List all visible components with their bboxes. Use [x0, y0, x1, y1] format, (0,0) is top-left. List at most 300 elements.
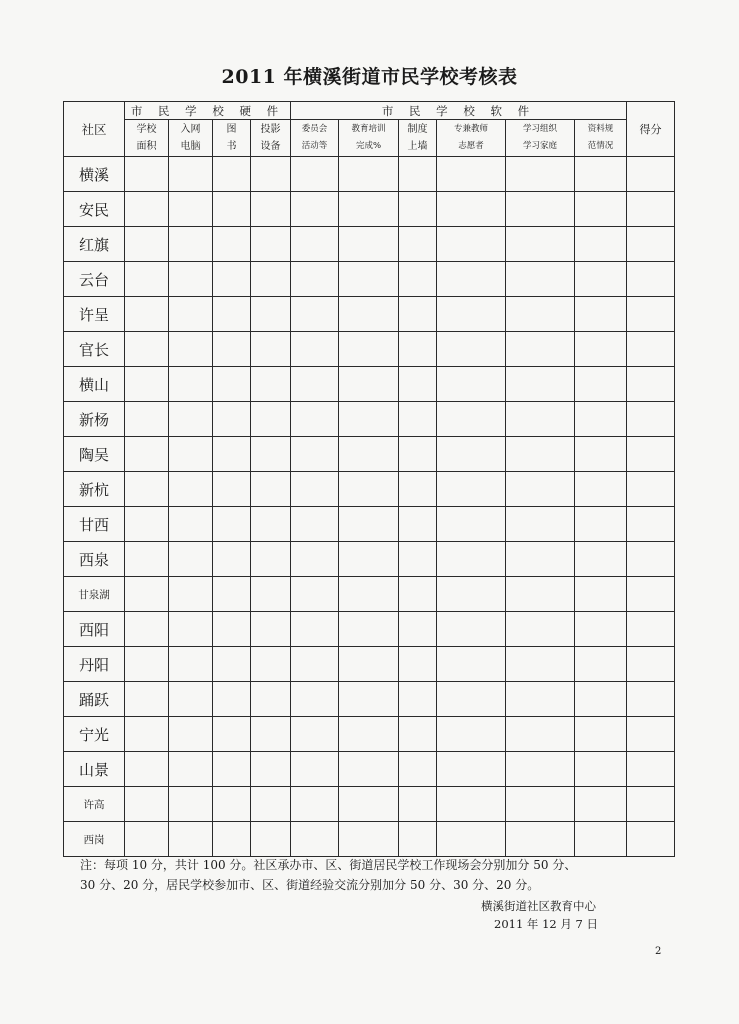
table-cell: [251, 787, 291, 822]
table-cell: [251, 332, 291, 367]
table-cell: [291, 577, 339, 612]
column-header-line: 制度: [407, 124, 428, 135]
table-cell: [399, 402, 437, 437]
table-cell: [125, 752, 169, 787]
column-header-line: 完成%: [355, 141, 382, 151]
table-cell: [506, 612, 575, 647]
community-name: 西岗: [64, 822, 125, 857]
column-header-line: 教育培训: [351, 124, 386, 134]
table-cell: [339, 647, 399, 682]
column-header: [399, 120, 437, 157]
table-row: [64, 332, 675, 367]
table-cell: [627, 822, 675, 857]
table-cell: [339, 787, 399, 822]
table-cell: [627, 227, 675, 262]
column-header-line: 设备: [260, 141, 281, 152]
table-cell: [506, 787, 575, 822]
table-cell: [627, 787, 675, 822]
table-cell: [399, 157, 437, 192]
table-row: [64, 437, 675, 472]
table-cell: [627, 507, 675, 542]
table-cell: [339, 507, 399, 542]
table-cell: [575, 717, 627, 752]
table-cell: [291, 367, 339, 402]
table-cell: [506, 472, 575, 507]
table-cell: [291, 507, 339, 542]
column-header-line: 活动等: [301, 141, 328, 151]
table-cell: [575, 437, 627, 472]
table-cell: [627, 752, 675, 787]
table-cell: [575, 227, 627, 262]
table-cell: [213, 787, 251, 822]
table-cell: [399, 752, 437, 787]
table-cell: [575, 507, 627, 542]
table-cell: [575, 367, 627, 402]
table-cell: [169, 647, 213, 682]
column-header: [339, 120, 399, 157]
column-header-line: 上墙: [407, 141, 428, 152]
table-cell: [627, 612, 675, 647]
table-cell: [169, 612, 213, 647]
table-cell: [251, 682, 291, 717]
table-cell: [399, 192, 437, 227]
table-cell: [339, 192, 399, 227]
table-cell: [213, 367, 251, 402]
table-cell: [213, 332, 251, 367]
table-cell: [506, 647, 575, 682]
table-cell: [125, 192, 169, 227]
table-cell: [575, 577, 627, 612]
table-row: [64, 472, 675, 507]
table-cell: [339, 752, 399, 787]
column-header: [251, 120, 291, 157]
table-cell: [437, 787, 506, 822]
page-title: 2011 年横溪街道市民学校考核表: [221, 66, 518, 88]
table-cell: [339, 472, 399, 507]
table-cell: [125, 472, 169, 507]
header-score: 得分: [627, 102, 675, 157]
table-cell: [213, 157, 251, 192]
table-cell: [627, 297, 675, 332]
table-cell: [575, 332, 627, 367]
table-cell: [213, 262, 251, 297]
community-name: 红旗: [64, 227, 125, 262]
table-cell: [125, 647, 169, 682]
table-cell: [125, 682, 169, 717]
table-cell: [251, 752, 291, 787]
community-name: 西泉: [64, 542, 125, 577]
table-cell: [437, 262, 506, 297]
table-cell: [399, 437, 437, 472]
table-row: [64, 752, 675, 787]
table-cell: [575, 472, 627, 507]
community-name: 甘泉湖: [64, 577, 125, 612]
table-cell: [627, 437, 675, 472]
table-row: [64, 542, 675, 577]
table-cell: [575, 192, 627, 227]
table-row: [64, 577, 675, 612]
column-header-line: 入网: [180, 124, 201, 135]
table-cell: [125, 577, 169, 612]
community-name: 云台: [64, 262, 125, 297]
table-cell: [125, 227, 169, 262]
table-row: [64, 682, 675, 717]
community-name: 新杭: [64, 472, 125, 507]
table-cell: [125, 332, 169, 367]
table-cell: [251, 297, 291, 332]
table-cell: [437, 717, 506, 752]
column-header-line: 范情况: [587, 141, 614, 151]
community-name: 新杨: [64, 402, 125, 437]
community-name: 安民: [64, 192, 125, 227]
table-cell: [125, 297, 169, 332]
table-cell: [506, 577, 575, 612]
table-cell: [627, 542, 675, 577]
table-cell: [169, 682, 213, 717]
column-header-line: 书: [226, 141, 237, 152]
table-cell: [169, 822, 213, 857]
table-cell: [339, 157, 399, 192]
table-cell: [437, 297, 506, 332]
community-name: 西阳: [64, 612, 125, 647]
table-cell: [399, 297, 437, 332]
page-number: 2: [655, 946, 662, 957]
community-name: 许高: [64, 787, 125, 822]
table-cell: [125, 367, 169, 402]
column-header-line: 委员会: [301, 124, 328, 134]
table-cell: [437, 507, 506, 542]
header-community: 社区: [64, 102, 125, 157]
table-cell: [251, 507, 291, 542]
table-cell: [251, 367, 291, 402]
table-cell: [506, 717, 575, 752]
table-cell: [291, 752, 339, 787]
table-cell: [506, 227, 575, 262]
table-cell: [437, 752, 506, 787]
column-header-line: 志愿者: [458, 141, 484, 151]
table-cell: [506, 752, 575, 787]
table-cell: [213, 437, 251, 472]
table-cell: [213, 822, 251, 857]
table-cell: [627, 577, 675, 612]
table-cell: [575, 647, 627, 682]
table-cell: [291, 227, 339, 262]
table-cell: [437, 437, 506, 472]
column-header: [125, 120, 169, 157]
community-name: 丹阳: [64, 647, 125, 682]
table-row: [64, 647, 675, 682]
table-cell: [627, 402, 675, 437]
table-cell: [251, 157, 291, 192]
table-cell: [506, 297, 575, 332]
table-cell: [399, 787, 437, 822]
table-cell: [291, 297, 339, 332]
table-cell: [213, 507, 251, 542]
column-header-line: 资料规: [587, 124, 614, 134]
table-cell: [251, 437, 291, 472]
table-row: [64, 612, 675, 647]
table-cell: [506, 192, 575, 227]
table-cell: [575, 787, 627, 822]
table-cell: [399, 822, 437, 857]
community-name: 陶吴: [64, 437, 125, 472]
table-cell: [506, 402, 575, 437]
table-cell: [437, 682, 506, 717]
table-cell: [399, 367, 437, 402]
table-cell: [251, 717, 291, 752]
table-cell: [213, 577, 251, 612]
table-cell: [506, 682, 575, 717]
table-cell: [399, 227, 437, 262]
table-row: [64, 227, 675, 262]
table-cell: [506, 822, 575, 857]
table-cell: [575, 612, 627, 647]
table-cell: [575, 822, 627, 857]
column-header: [291, 120, 339, 157]
community-name: 踊跃: [64, 682, 125, 717]
community-name: 甘西: [64, 507, 125, 542]
table-cell: [251, 577, 291, 612]
column-header: [437, 120, 506, 157]
table-cell: [506, 542, 575, 577]
table-cell: [627, 647, 675, 682]
table-row: [64, 192, 675, 227]
table-row: [64, 402, 675, 437]
table-cell: [437, 472, 506, 507]
header-group-hardware: 市 民 学 校 硬 件: [125, 102, 291, 120]
table-cell: [339, 822, 399, 857]
community-name: 山景: [64, 752, 125, 787]
table-row: [64, 507, 675, 542]
table-cell: [125, 717, 169, 752]
column-header-line: 学校: [136, 124, 157, 135]
assessment-table: [63, 101, 675, 857]
table-row: [64, 297, 675, 332]
table-cell: [213, 647, 251, 682]
column-header-line: 面积: [136, 141, 157, 152]
table-cell: [437, 332, 506, 367]
table-cell: [251, 612, 291, 647]
table-cell: [213, 717, 251, 752]
column-header-line: 专兼教师: [453, 124, 488, 134]
column-header-line: 投影: [260, 124, 281, 135]
table-cell: [399, 472, 437, 507]
table-cell: [575, 157, 627, 192]
table-cell: [169, 437, 213, 472]
signature-date: 2011 年 12 月 7 日: [494, 917, 598, 931]
table-cell: [575, 297, 627, 332]
table-cell: [251, 822, 291, 857]
table-cell: [399, 612, 437, 647]
table-cell: [251, 227, 291, 262]
table-cell: [169, 157, 213, 192]
table-cell: [251, 472, 291, 507]
table-row: [64, 367, 675, 402]
table-cell: [575, 262, 627, 297]
table-cell: [169, 787, 213, 822]
table-cell: [627, 192, 675, 227]
table-cell: [437, 647, 506, 682]
table-cell: [291, 192, 339, 227]
table-cell: [437, 402, 506, 437]
table-cell: [291, 437, 339, 472]
table-cell: [506, 367, 575, 402]
table-cell: [169, 192, 213, 227]
table-cell: [437, 367, 506, 402]
table-row: [64, 787, 675, 822]
table-cell: [291, 822, 339, 857]
community-name: 官长: [64, 332, 125, 367]
table-cell: [399, 717, 437, 752]
table-cell: [125, 612, 169, 647]
table-cell: [575, 682, 627, 717]
signature-org: 横溪街道社区教育中心: [481, 899, 596, 913]
table-cell: [339, 612, 399, 647]
table-cell: [627, 717, 675, 752]
table-cell: [251, 192, 291, 227]
table-cell: [125, 822, 169, 857]
table-cell: [125, 437, 169, 472]
table-cell: [291, 787, 339, 822]
table-cell: [169, 472, 213, 507]
table-cell: [125, 787, 169, 822]
table-cell: [339, 682, 399, 717]
table-cell: [437, 227, 506, 262]
table-row: [64, 717, 675, 752]
table-cell: [339, 717, 399, 752]
table-cell: [169, 297, 213, 332]
table-cell: [291, 717, 339, 752]
table-cell: [169, 752, 213, 787]
table-cell: [169, 717, 213, 752]
table-cell: [291, 332, 339, 367]
table-cell: [125, 507, 169, 542]
table-cell: [213, 542, 251, 577]
community-name: 许呈: [64, 297, 125, 332]
footnote-line: 注：每项 10 分，共计 100 分。社区承办市、区、街道居民学校工作现场会分别加分 50 分、: [80, 858, 577, 872]
column-header-line: 电脑: [180, 141, 201, 152]
table-cell: [169, 367, 213, 402]
table-cell: [437, 577, 506, 612]
table-cell: [506, 262, 575, 297]
table-cell: [169, 542, 213, 577]
header-group-software: 市 民 学 校 软 件: [291, 102, 627, 120]
table-cell: [291, 542, 339, 577]
table-cell: [251, 402, 291, 437]
table-cell: [399, 262, 437, 297]
table-cell: [291, 402, 339, 437]
table-cell: [399, 577, 437, 612]
table-cell: [213, 752, 251, 787]
table-cell: [213, 612, 251, 647]
table-cell: [339, 402, 399, 437]
table-cell: [291, 472, 339, 507]
footnote-line: 30 分、20 分，居民学校参加市、区、街道经验交流分别加分 50 分、30 分、20 分。: [80, 878, 540, 892]
table-row: [64, 822, 675, 857]
column-header: [575, 120, 627, 157]
table-cell: [575, 402, 627, 437]
table-cell: [575, 542, 627, 577]
table-cell: [213, 192, 251, 227]
table-cell: [339, 262, 399, 297]
column-header-line: 图: [226, 124, 237, 135]
table-cell: [169, 402, 213, 437]
table-cell: [169, 332, 213, 367]
table-cell: [213, 682, 251, 717]
community-name: 宁光: [64, 717, 125, 752]
table-cell: [339, 542, 399, 577]
table-cell: [291, 612, 339, 647]
table-cell: [251, 262, 291, 297]
table-cell: [169, 227, 213, 262]
table-cell: [627, 367, 675, 402]
table-cell: [169, 507, 213, 542]
table-cell: [506, 332, 575, 367]
table-cell: [169, 262, 213, 297]
table-cell: [627, 472, 675, 507]
table-cell: [125, 542, 169, 577]
column-header: [169, 120, 213, 157]
table-cell: [437, 192, 506, 227]
table-cell: [627, 332, 675, 367]
table-cell: [339, 367, 399, 402]
table-cell: [291, 262, 339, 297]
table-cell: [399, 332, 437, 367]
table-cell: [125, 157, 169, 192]
table-cell: [627, 682, 675, 717]
table-cell: [399, 647, 437, 682]
table-cell: [251, 542, 291, 577]
table-cell: [506, 437, 575, 472]
table-cell: [339, 297, 399, 332]
column-header: [213, 120, 251, 157]
table-row: [64, 262, 675, 297]
table-cell: [399, 682, 437, 717]
table-cell: [627, 157, 675, 192]
table-cell: [213, 472, 251, 507]
table-cell: [339, 577, 399, 612]
table-cell: [437, 612, 506, 647]
table-cell: [506, 507, 575, 542]
table-cell: [437, 822, 506, 857]
table-row: [64, 157, 675, 192]
table-cell: [125, 402, 169, 437]
table-cell: [627, 262, 675, 297]
table-cell: [575, 752, 627, 787]
table-cell: [291, 647, 339, 682]
table-cell: [251, 647, 291, 682]
table-cell: [213, 297, 251, 332]
table-cell: [437, 542, 506, 577]
column-header-line: 学习家庭: [522, 141, 557, 151]
community-name: 横山: [64, 367, 125, 402]
table-cell: [169, 577, 213, 612]
table-cell: [399, 542, 437, 577]
column-header-line: 学习组织: [522, 124, 557, 134]
table-cell: [339, 332, 399, 367]
table-cell: [339, 227, 399, 262]
table-cell: [291, 682, 339, 717]
table-cell: [339, 437, 399, 472]
footnote: [80, 855, 680, 895]
table-cell: [506, 157, 575, 192]
table-cell: [213, 227, 251, 262]
table-cell: [437, 157, 506, 192]
table-cell: [399, 507, 437, 542]
table-cell: [125, 262, 169, 297]
community-name: 横溪: [64, 157, 125, 192]
column-header: [506, 120, 575, 157]
